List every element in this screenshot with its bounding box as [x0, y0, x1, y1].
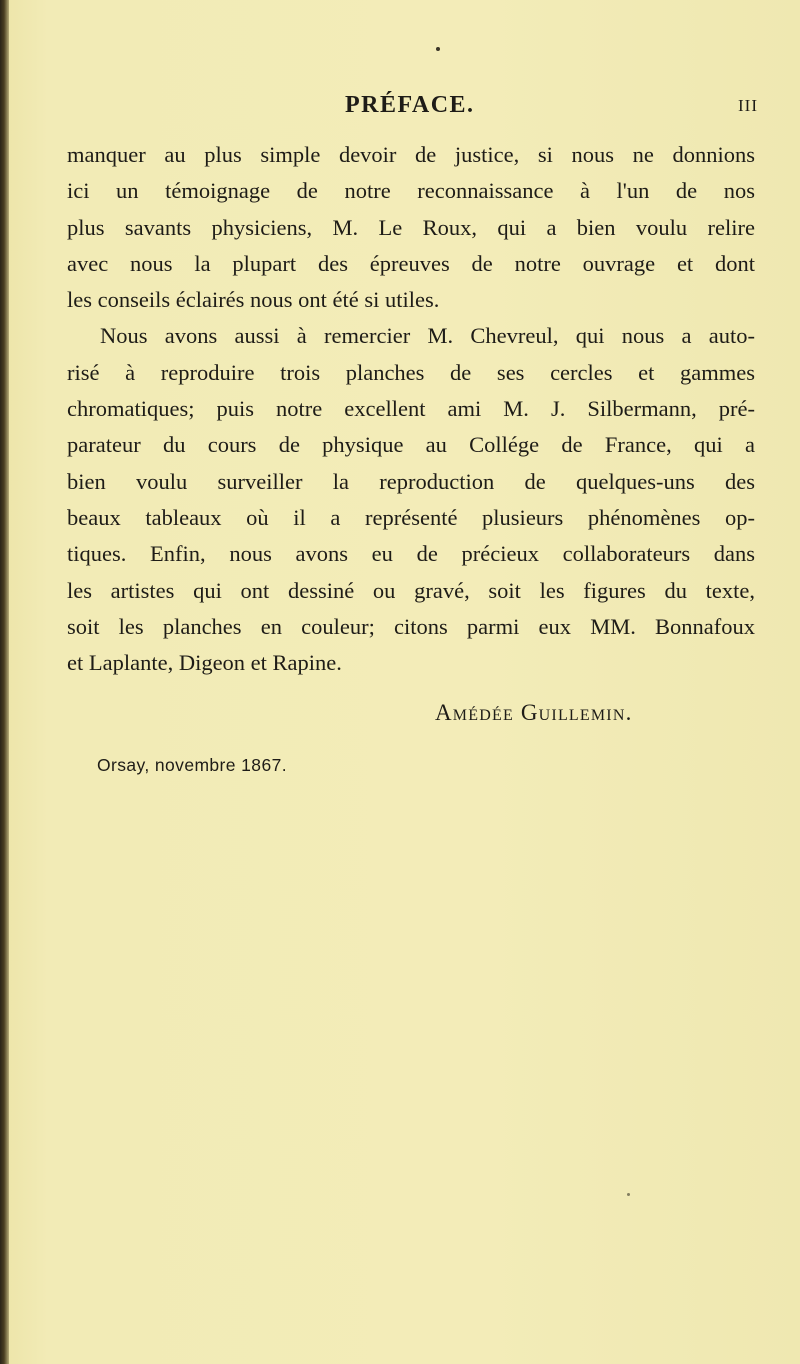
text-line: les conseils éclairés nous ont été si utiles. [67, 287, 440, 313]
text-line: tiques. Enfin, nous avons eu de précieux collaborateurs dans [67, 541, 755, 567]
text-line: risé à reproduire trois planches de ses cercles et gammes [67, 359, 755, 385]
text-line: avec nous la plupart des épreuves de notre ouvrage et dont [67, 250, 755, 276]
page-binding-edge [0, 0, 9, 1364]
text-line: et Laplante, Digeon et Rapine. [67, 650, 342, 676]
running-head [0, 92, 800, 132]
paper-speck [436, 47, 440, 51]
text-line: manquer au plus simple devoir de justice, si nous ne donnions [67, 142, 755, 167]
text-line: beaux tableaux où il a représenté plusieurs phénomènes op- [67, 504, 755, 530]
running-title: PRÉFACE. [345, 92, 475, 118]
author-signature: Amédée Guillemin. [435, 700, 633, 725]
text-line: les artistes qui ont dessiné ou gravé, soit les figures du texte, [67, 577, 755, 603]
text-line: parateur du cours de physique au Collége de France, qui a [67, 432, 755, 458]
page-number: III [738, 96, 758, 115]
place-and-date: Orsay, novembre 1867. [97, 755, 287, 775]
text-line: bien voulu surveiller la reproduction de quelques-uns des [67, 468, 755, 494]
text-line: soit les planches en couleur; citons parmi eux MM. Bonnafoux [67, 613, 755, 639]
text-line: Nous avons aussi à remercier M. Chevreul, qui nous a auto- [100, 323, 755, 349]
text-line: plus savants physiciens, M. Le Roux, qui a bien voulu relire [67, 214, 755, 240]
text-line: chromatiques; puis notre excellent ami M. J. Silbermann, pré- [67, 396, 755, 422]
paper-speck [627, 1193, 630, 1196]
body-text [67, 137, 755, 681]
text-line: ici un témoignage de notre reconnaissance à l'un de nos [67, 178, 755, 204]
